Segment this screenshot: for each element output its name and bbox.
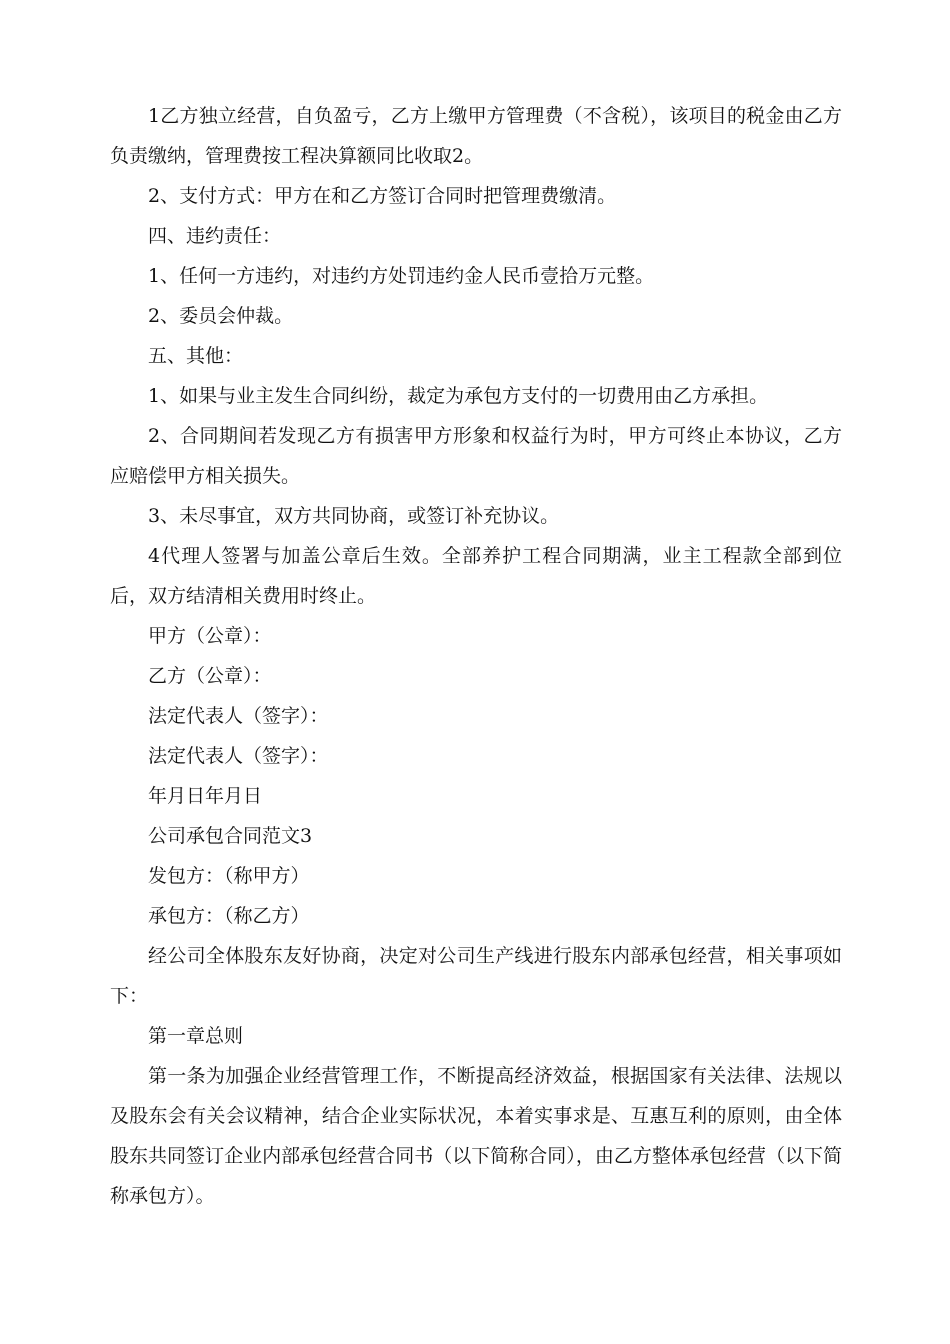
- party-contractor-recipient: 承包方：（称乙方）: [148, 905, 310, 927]
- party-contractor-issuer: 发包方：（称甲方）: [148, 865, 310, 887]
- paragraph-article-1: 第一条为加强企业经营管理工作，不断提高经济效益，根据国家有关法律、法规以及股东会有关会议精神，结合企业实际状况，本着实事求是、互惠互利的原则，由全体股东共同签订企业内部承包经营合同书（以下简称合同），由乙方整体承包经营（以下简称承包方）。: [110, 1065, 842, 1207]
- paragraph-other-3: 3、未尽事宜，双方共同协商，或签订补充协议。: [148, 505, 560, 527]
- signature-party-b: 乙方（公章）：: [148, 665, 272, 687]
- paragraph-effective: 4代理人签署与加盖公章后生效。全部养护工程合同期满，业主工程款全部到位后，双方结清相关费用时终止。: [110, 545, 842, 607]
- paragraph-other-2: 2、合同期间若发现乙方有损害甲方形象和权益行为时，甲方可终止本协议，乙方应赔偿甲方相关损失。: [110, 425, 842, 487]
- signature-dates: 年月日年月日: [148, 785, 263, 807]
- signature-representative-b: 法定代表人（签字）：: [148, 745, 329, 767]
- document-subtitle: 公司承包合同范文3: [148, 825, 313, 847]
- section-heading-other: 五、其他：: [148, 345, 244, 367]
- paragraph-liability-1: 1、任何一方违约，对违约方处罚违约金人民币壹拾万元整。: [148, 265, 655, 287]
- paragraph-other-1: 1、如果与业主发生合同纠纷，裁定为承包方支付的一切费用由乙方承担。: [148, 385, 769, 407]
- paragraph-intro: 经公司全体股东友好协商，决定对公司生产线进行股东内部承包经营，相关事项如下：: [110, 945, 842, 1007]
- signature-party-a: 甲方（公章）：: [148, 625, 272, 647]
- section-heading-liability: 四、违约责任：: [148, 225, 282, 247]
- paragraph-fee-terms: 1乙方独立经营，自负盈亏，乙方上缴甲方管理费（不含税），该项目的税金由乙方负责缴纳，管理费按工程决算额同比收取2。: [110, 105, 842, 167]
- signature-representative-a: 法定代表人（签字）：: [148, 705, 329, 727]
- paragraph-liability-2: 2、委员会仲裁。: [148, 305, 294, 327]
- document-body: [110, 96, 842, 1216]
- chapter-heading: 第一章总则: [148, 1025, 244, 1047]
- paragraph-payment-method: 2、支付方式：甲方在和乙方签订合同时把管理费缴清。: [148, 185, 617, 207]
